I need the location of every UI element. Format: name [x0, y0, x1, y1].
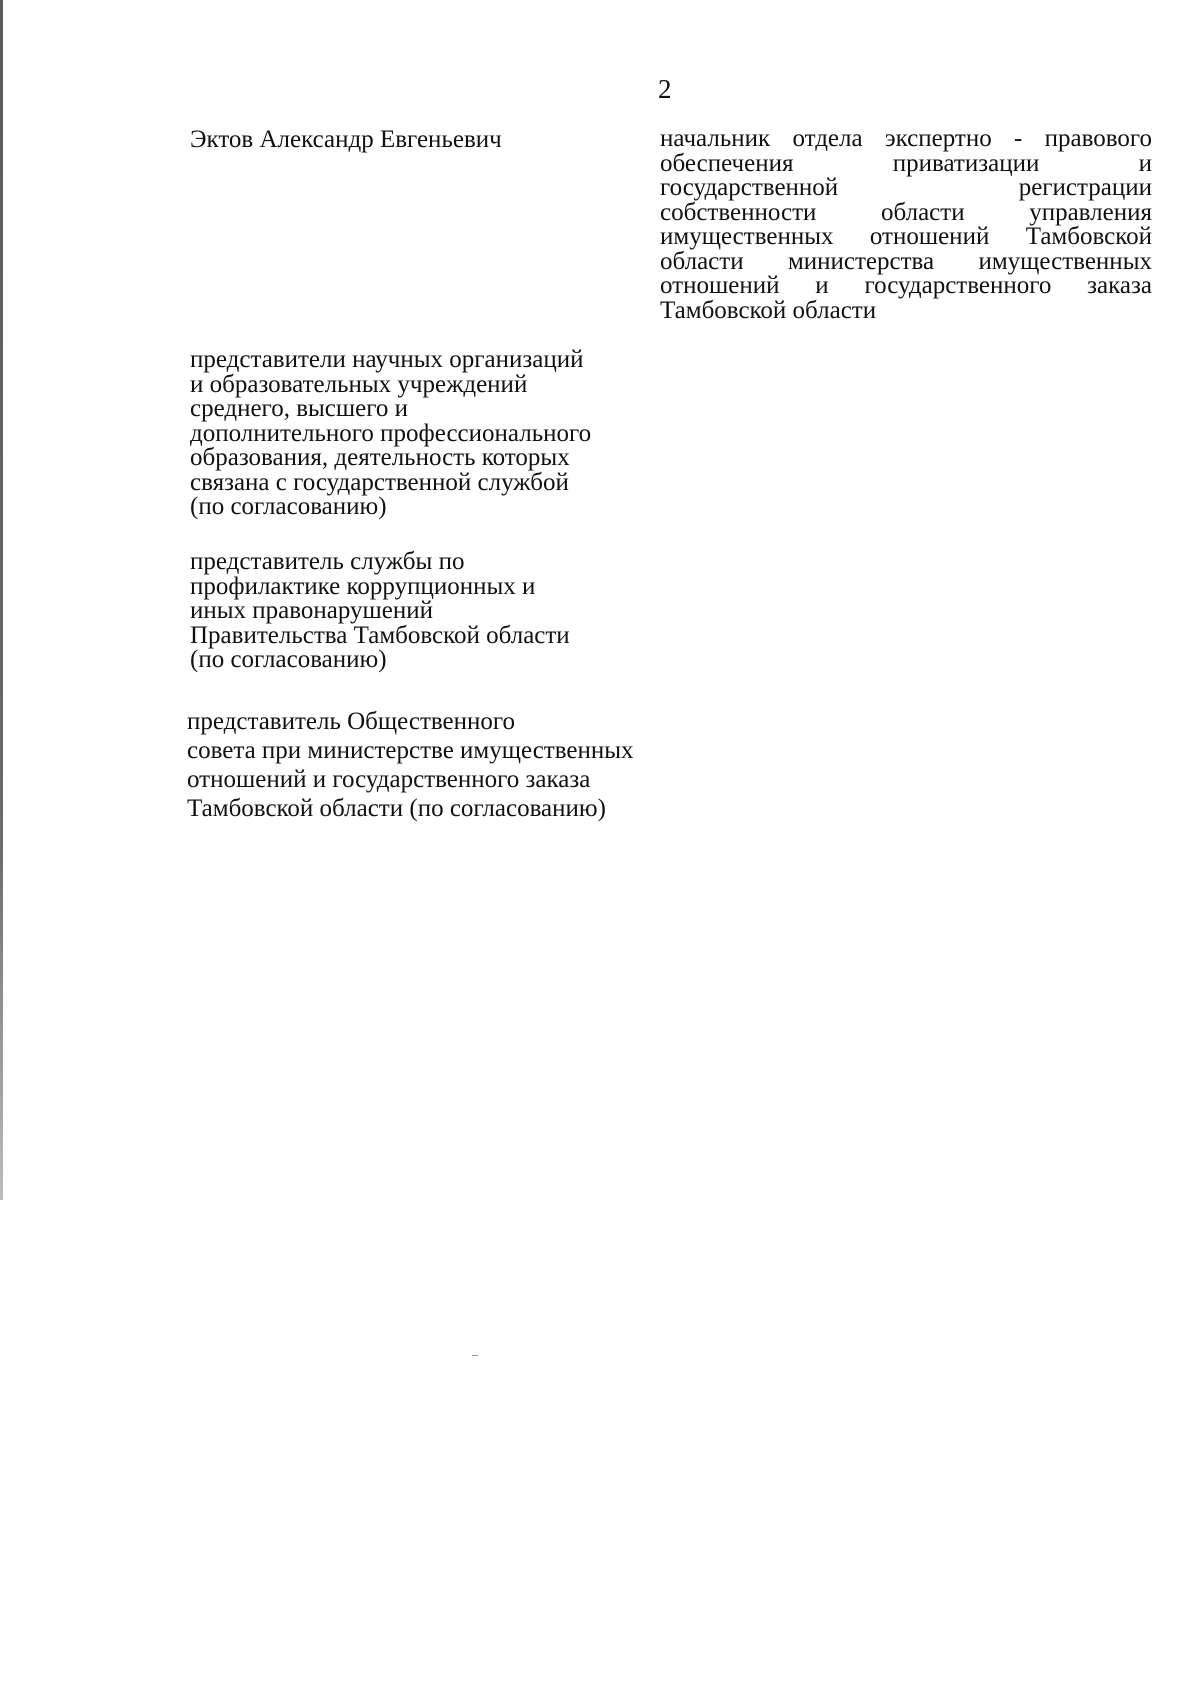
position-line: собственности области управления: [660, 198, 1152, 226]
position-line: государственной регистрации: [660, 174, 1152, 201]
text-line: совета при министерстве имущественных: [187, 737, 634, 764]
scan-edge-artifact: [0, 0, 3, 1200]
text-line: иных правонарушений: [190, 597, 434, 624]
text-line: отношений и государственного заказа: [187, 766, 591, 793]
member-name: Эктов Александр Евгеньевич: [190, 126, 502, 153]
text-line: представитель Общественного: [187, 708, 516, 735]
position-line: имущественных отношений Тамбовской: [660, 223, 1152, 250]
text-line: среднего, высшего и: [190, 395, 408, 422]
page-number: 2: [658, 74, 672, 104]
text-line: дополнительного профессионального: [190, 419, 592, 447]
text-line: профилактике коррупционных и: [190, 572, 536, 600]
member-position: [660, 127, 1152, 323]
text-line: и образовательных учреждений: [190, 370, 528, 398]
representatives-science-education: [190, 348, 591, 520]
text-line: представители научных организаций: [190, 346, 584, 373]
position-line: Тамбовской области: [660, 296, 877, 324]
position-line: начальник отдела экспертно - правового: [660, 125, 1152, 152]
representative-anticorruption-service: [190, 550, 570, 673]
text-line: представитель службы по: [190, 548, 465, 575]
position-line: области министерства имущественных: [660, 247, 1152, 275]
text-line: (по согласованию): [190, 493, 387, 520]
scan-speck: [472, 1355, 478, 1356]
position-line: обеспечения приватизации и: [660, 149, 1152, 177]
text-line: Правительства Тамбовской области: [190, 621, 570, 649]
text-line: связана с государственной службой: [190, 468, 569, 496]
text-line: (по согласованию): [190, 646, 387, 673]
representative-public-council: [187, 707, 634, 823]
text-line: Тамбовской области (по согласованию): [187, 795, 606, 822]
position-line: отношений и государственного заказа: [660, 272, 1152, 299]
text-line: образования, деятельность которых: [190, 444, 570, 471]
